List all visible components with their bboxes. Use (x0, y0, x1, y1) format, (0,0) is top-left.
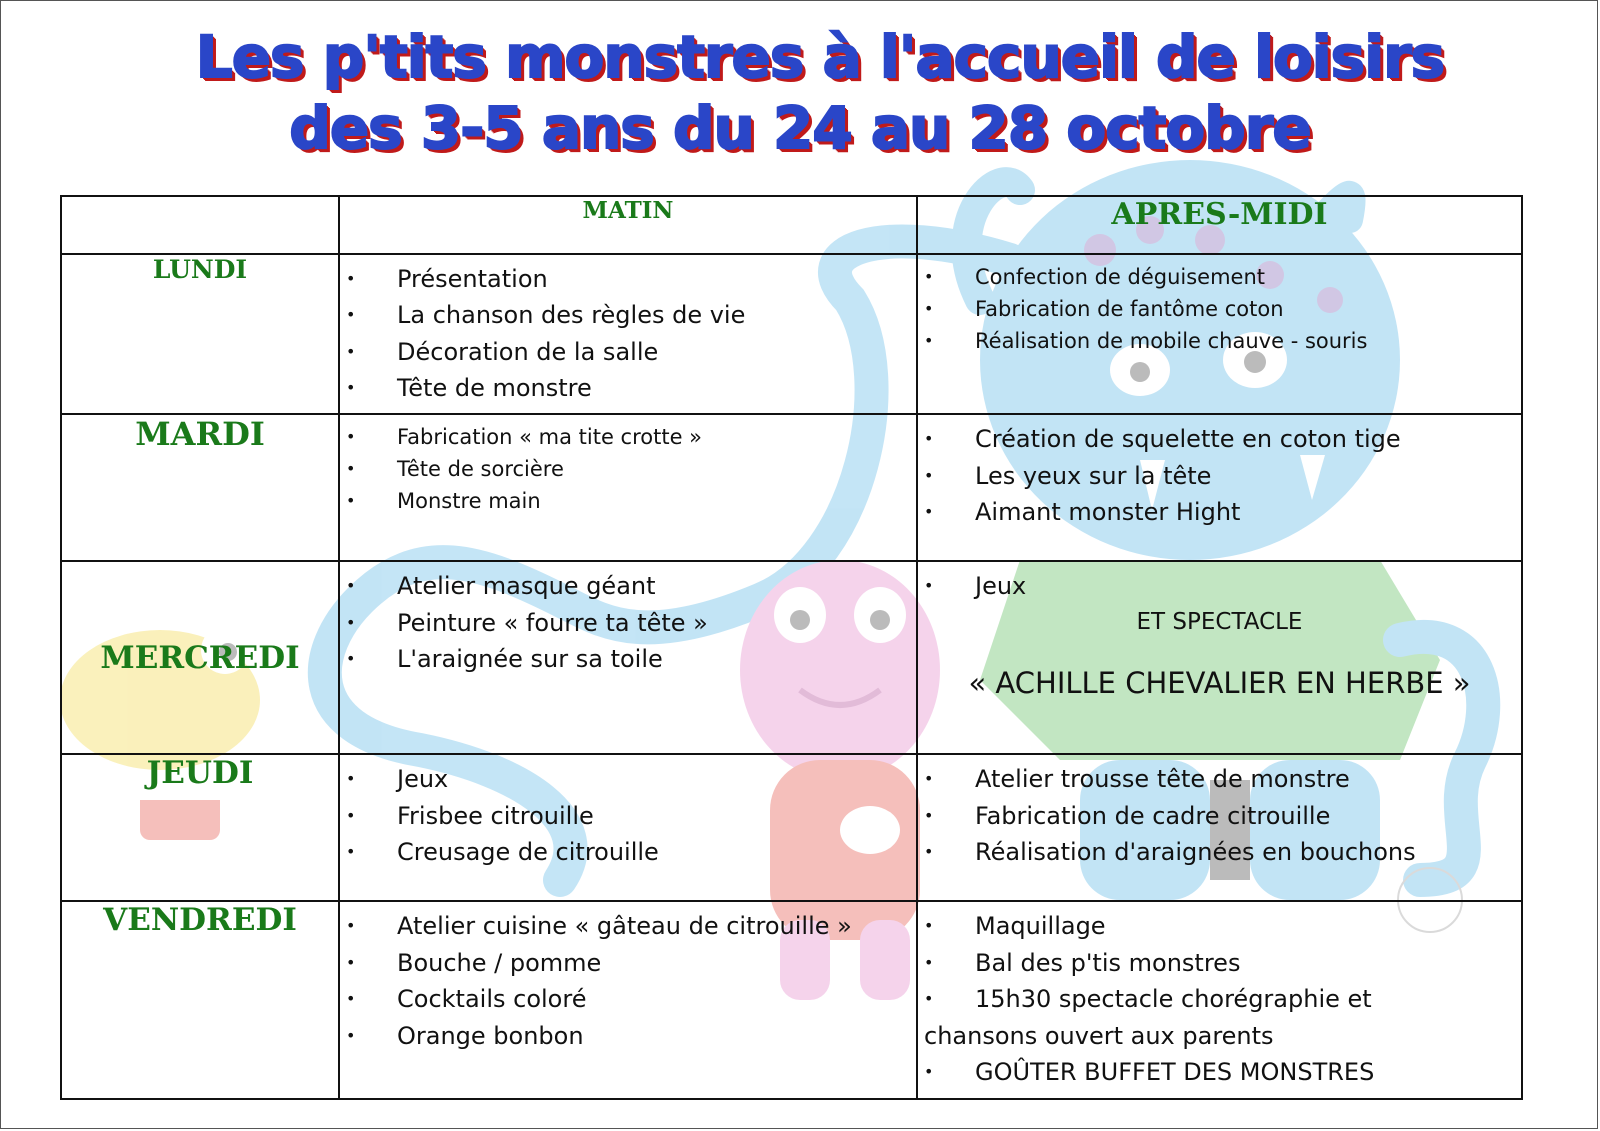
list-item: • Creusage de citrouille (340, 834, 916, 871)
list-item: • 15h30 spectacle chorégraphie et (918, 981, 1521, 1018)
bullet-icon: • (924, 769, 934, 788)
jeudi-afternoon-cell (917, 754, 1522, 901)
header-morning: MATIN (339, 196, 917, 254)
lundi-afternoon-cell (917, 254, 1522, 414)
list-item: • Fabrication de fantôme coton (918, 293, 1521, 325)
list-item: • Fabrication « ma tite crotte » (340, 421, 916, 453)
bullet-icon: • (346, 268, 356, 288)
table-row-lundi (61, 254, 1522, 414)
page-title-line-1: Les p'tits monstres à l'accueil de loisirs (195, 23, 1445, 91)
bullet-icon: • (346, 769, 356, 788)
bullet-icon: • (346, 576, 356, 596)
bullet-icon: • (346, 491, 356, 511)
bullet-icon: • (924, 576, 934, 596)
page-title-line-2: des 3-5 ans du 24 au 28 octobre (289, 94, 1311, 162)
bullet-icon: • (346, 459, 356, 479)
vendredi-morning-cell (339, 901, 917, 1099)
bullet-icon: • (924, 952, 934, 972)
list-item-continuation: chansons ouvert aux parents (924, 1021, 1274, 1050)
day-label-mardi: MARDI (61, 414, 339, 561)
list-item: • Aimant monster Hight (918, 494, 1521, 531)
bullet-icon: • (346, 805, 356, 825)
list-item: • Présentation (340, 261, 916, 298)
list-item: • Jeux (340, 761, 916, 798)
mardi-morning-cell (339, 414, 917, 561)
jeudi-morning-cell (339, 754, 917, 901)
list-item: • Création de squelette en coton tige (918, 421, 1521, 458)
bullet-icon: • (346, 842, 356, 861)
list-item: • Maquillage (918, 908, 1521, 945)
header-empty-cell (61, 196, 339, 254)
list-item: • Tête de sorcière (340, 453, 916, 485)
bullet-icon: • (924, 1062, 934, 1082)
header-afternoon: APRES-MIDI (917, 196, 1522, 254)
table-row-mercredi (61, 561, 1522, 754)
list-item: • Jeux (918, 568, 1521, 605)
bullet-icon: • (346, 378, 356, 398)
table-row-jeudi (61, 754, 1522, 901)
list-item: • Bouche / pomme (340, 945, 916, 982)
bullet-icon: • (346, 427, 356, 447)
list-item: • GOÛTER BUFFET DES MONSTRES (918, 1054, 1521, 1091)
list-item: • Décoration de la salle (340, 334, 916, 371)
bullet-icon: • (924, 916, 934, 936)
list-item: • Peinture « fourre ta tête » (340, 605, 916, 642)
list-item: • La chanson des règles de vie (340, 297, 916, 334)
bullet-icon: • (924, 805, 934, 825)
bullet-icon: • (346, 916, 356, 936)
list-item: • Atelier cuisine « gâteau de citrouille » (340, 908, 916, 945)
day-label-mercredi: MERCREDI (61, 561, 339, 754)
bullet-icon: • (346, 612, 356, 632)
list-item: • Réalisation d'araignées en bouchons (918, 834, 1521, 871)
list-item: • Fabrication de cadre citrouille (918, 798, 1521, 835)
list-item: • Les yeux sur la tête (918, 458, 1521, 495)
show-announcement: ET SPECTACLE (1136, 608, 1303, 635)
bullet-icon: • (924, 429, 934, 449)
bullet-icon: • (346, 305, 356, 325)
list-item: • Orange bonbon (340, 1018, 916, 1055)
list-item: • Tête de monstre (340, 370, 916, 407)
mardi-afternoon-cell (917, 414, 1522, 561)
list-item: • Confection de déguisement (918, 261, 1521, 293)
vendredi-afternoon-cell (917, 901, 1522, 1099)
day-label-lundi: LUNDI (61, 254, 339, 414)
bullet-icon: • (924, 842, 934, 861)
lundi-morning-cell (339, 254, 917, 414)
list-item: • Atelier trousse tête de monstre (918, 761, 1521, 798)
bullet-icon: • (346, 989, 356, 1009)
bullet-icon: • (924, 298, 934, 318)
mercredi-morning-cell (339, 561, 917, 754)
bullet-icon: • (346, 952, 356, 972)
bullet-icon: • (924, 502, 934, 522)
bullet-icon: • (924, 330, 934, 350)
list-item: • Bal des p'tis monstres (918, 945, 1521, 982)
table-row-vendredi (61, 901, 1522, 1099)
list-item: • L'araignée sur sa toile (340, 641, 916, 678)
list-item: • Frisbee citrouille (340, 798, 916, 835)
day-label-jeudi: JEUDI (61, 754, 339, 901)
bullet-icon: • (924, 465, 934, 485)
table-row-mardi (61, 414, 1522, 561)
bullet-icon: • (346, 1025, 356, 1045)
day-label-vendredi: VENDREDI (61, 901, 339, 1099)
bullet-icon: • (346, 341, 356, 361)
list-item: • Atelier masque géant (340, 568, 916, 605)
table-header-row (61, 196, 1522, 254)
activity-schedule-table (60, 195, 1523, 1100)
list-item: • Monstre main (340, 485, 916, 517)
bullet-icon: • (346, 649, 356, 669)
list-item: • Réalisation de mobile chauve - souris (918, 325, 1521, 357)
list-item: • Cocktails coloré (340, 981, 916, 1018)
show-title: « ACHILLE CHEVALIER EN HERBE » (968, 665, 1471, 700)
mercredi-afternoon-cell (917, 561, 1522, 754)
bullet-icon: • (924, 266, 934, 286)
bullet-icon: • (924, 989, 934, 1009)
